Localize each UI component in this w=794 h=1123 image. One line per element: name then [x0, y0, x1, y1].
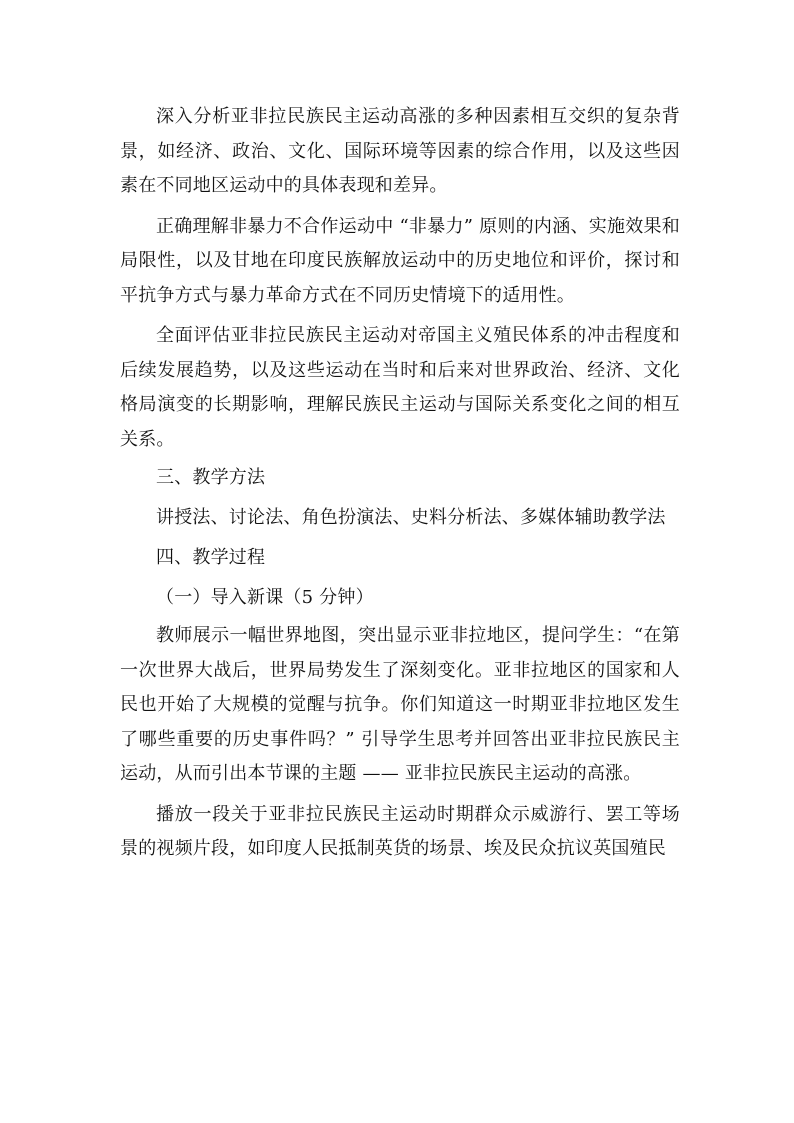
intro-paragraph-2: 播放一段关于亚非拉民族民主运动时期群众示威游行、罢工等场景的视频片段，如印度人民抵制英货的场景、埃及民众抗议英国殖民: [120, 803, 680, 859]
methods-text: 讲授法、讨论法、角色扮演法、史料分析法、多媒体辅助教学法: [156, 507, 666, 528]
document-body: [120, 100, 680, 867]
section-heading-process: 四、教学过程: [156, 547, 266, 568]
intro-paragraph-1: 教师展示一幅世界地图，突出显示亚非拉地区，提问学生：“在第一次世界大战后，世界局势发生了深刻变化。亚非拉地区的国家和人民也开始了大规模的觉醒与抗争。你们知道这一时期亚非拉地区发生了哪些重要的历史事件吗？” 引导学生思考并回答出亚非拉民族民主运动，从而引出本节课的主题 —— 亚非拉民族民主运动的高涨。: [120, 625, 680, 784]
objective-paragraph-1: 深入分析亚非拉民族民主运动高涨的多种因素相互交织的复杂背景，如经济、政治、文化、国际环境等因素的综合作用，以及这些因素在不同地区运动中的具体表现和差异。: [120, 106, 680, 196]
section-heading-methods: 三、教学方法: [156, 467, 266, 488]
subsection-heading-intro: （一）导入新课（5 分钟）: [156, 587, 374, 608]
objective-paragraph-3: 全面评估亚非拉民族民主运动对帝国主义殖民体系的冲击程度和后续发展趋势，以及这些运动在当时和后来对世界政治、经济、文化格局演变的长期影响，理解民族民主运动与国际关系变化之间的相互关系。: [120, 325, 680, 450]
objective-paragraph-2: 正确理解非暴力不合作运动中 “非暴力” 原则的内涵、实施效果和局限性，以及甘地在印度民族解放运动中的历史地位和评价，探讨和平抗争方式与暴力革命方式在不同历史情境下的适用性。: [120, 215, 680, 306]
